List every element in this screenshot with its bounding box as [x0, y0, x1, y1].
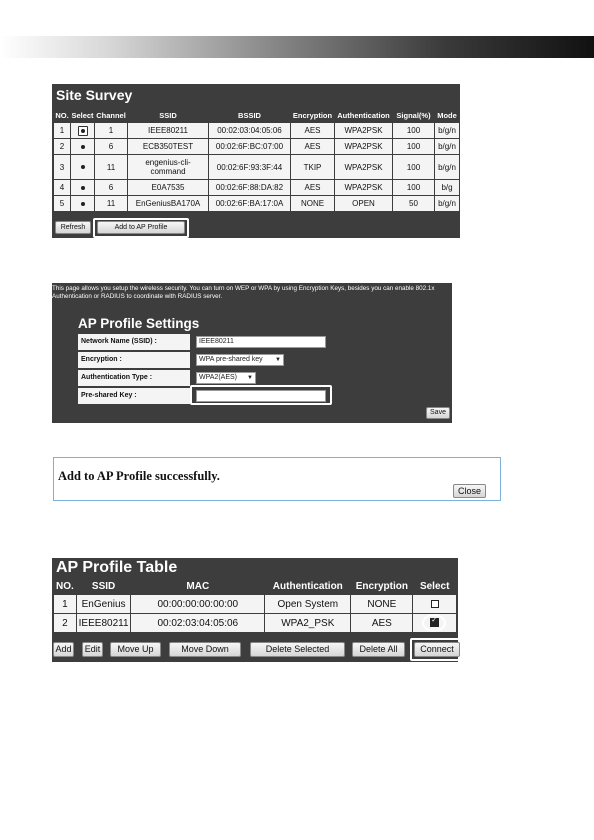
radio-button[interactable] [81, 186, 85, 190]
row-no: 2 [54, 139, 71, 155]
encryption-row [78, 352, 380, 368]
settings-description: This page allows you setup the wireless security. You can turn on WEP or WPA by using Encryption Keys, besides you can enable 802.1x Authentication or RADIUS to coordinate with RADIUS server. [52, 285, 435, 300]
network-name-input[interactable]: IEEE80211 [196, 336, 326, 348]
col-header-no: NO. [54, 579, 77, 595]
col-header-authentication: Authentication [335, 109, 393, 123]
row-channel: 1 [95, 123, 128, 139]
row-bssid: 00:02:6F:BC:07:00 [209, 139, 291, 155]
row-ssid: EnGenius [76, 595, 130, 614]
row-channel: 11 [95, 155, 128, 180]
row-bssid: 00:02:6F:93:3F:44 [209, 155, 291, 180]
table-row [54, 196, 460, 212]
row-ssid: ECB350TEST [128, 139, 209, 155]
row-ssid: E0A7535 [128, 180, 209, 196]
col-header-mac: MAC [131, 579, 265, 595]
ap-profile-header-row [54, 579, 457, 595]
success-dialog [53, 457, 501, 501]
col-header-no: NO. [54, 109, 71, 123]
site-survey-header-row [54, 109, 460, 123]
checkbox-highlight-ring [422, 614, 446, 632]
row-mode: b/g [435, 180, 460, 196]
select-checkbox-cell[interactable] [413, 595, 457, 614]
table-row [54, 123, 460, 139]
radio-button[interactable] [81, 202, 85, 206]
table-row [54, 139, 460, 155]
close-button[interactable]: Close [453, 484, 486, 498]
row-no: 5 [54, 196, 71, 212]
save-button[interactable]: Save [426, 407, 450, 419]
row-no: 3 [54, 155, 71, 180]
row-authentication: WPA2PSK [335, 123, 393, 139]
site-survey-title: Site Survey [56, 87, 133, 103]
row-bssid: 00:02:6F:BA:17:0A [209, 196, 291, 212]
row-signal: 100 [393, 139, 435, 155]
auth-type-select[interactable] [196, 372, 256, 384]
col-header-select: Select [71, 109, 95, 123]
row-authentication: Open System [265, 595, 351, 614]
auth-type-select-value: WPA2(AES) [199, 374, 237, 381]
row-no: 4 [54, 180, 71, 196]
col-header-ssid: SSID [128, 109, 209, 123]
ap-profile-table-panel [52, 558, 458, 662]
col-header-encryption: Encryption [291, 109, 335, 123]
psk-label: Pre-shared Key : [78, 388, 190, 404]
col-header-ssid: SSID [76, 579, 130, 595]
col-header-select: Select [413, 579, 457, 595]
select-radio-cell[interactable] [71, 155, 95, 180]
row-channel: 6 [95, 139, 128, 155]
table-row [54, 180, 460, 196]
row-authentication: WPA2_PSK [265, 614, 351, 633]
add-button[interactable]: Add [53, 642, 74, 657]
delete-selected-button[interactable]: Delete Selected [250, 642, 345, 657]
col-header-mode: Mode [435, 109, 460, 123]
row-signal: 100 [393, 123, 435, 139]
row-no: 1 [54, 123, 71, 139]
col-header-authentication: Authentication [265, 579, 351, 595]
table-row [54, 614, 457, 633]
row-bssid: 00:02:03:04:05:06 [209, 123, 291, 139]
select-radio-cell[interactable] [71, 180, 95, 196]
network-name-label: Network Name (SSID) : [78, 334, 190, 350]
row-mode: b/g/n [435, 123, 460, 139]
encryption-select-value: WPA pre-shared key [199, 356, 263, 363]
col-header-bssid: BSSID [209, 109, 291, 123]
row-mac: 00:00:00:00:00:00 [131, 595, 265, 614]
col-header-encryption: Encryption [351, 579, 413, 595]
row-ssid: EnGeniusBA170A [128, 196, 209, 212]
success-message: Add to AP Profile successfully. [58, 469, 220, 483]
row-authentication: WPA2PSK [335, 155, 393, 180]
move-down-button[interactable]: Move Down [169, 642, 241, 657]
auth-type-row [78, 370, 380, 386]
row-authentication: WPA2PSK [335, 139, 393, 155]
row-mode: b/g/n [435, 155, 460, 180]
settings-title: AP Profile Settings [78, 316, 200, 331]
row-authentication: OPEN [335, 196, 393, 212]
refresh-button[interactable]: Refresh [55, 221, 91, 234]
row-channel: 11 [95, 196, 128, 212]
connect-button[interactable]: Connect [414, 642, 460, 657]
row-ssid: IEEE80211 [76, 614, 130, 633]
chevron-down-icon: ▼ [275, 357, 281, 363]
radio-button[interactable] [81, 165, 85, 169]
row-signal: 50 [393, 196, 435, 212]
row-mac: 00:02:03:04:05:06 [131, 614, 265, 633]
site-survey-table [53, 108, 460, 212]
col-header-channel: Channel [95, 109, 128, 123]
row-bssid: 00:02:6F:88:DA:82 [209, 180, 291, 196]
ap-profile-settings-panel [52, 283, 452, 423]
delete-all-button[interactable]: Delete All [352, 642, 405, 657]
psk-row [78, 388, 380, 404]
ap-profile-table-title: AP Profile Table [56, 559, 178, 576]
row-authentication: WPA2PSK [335, 180, 393, 196]
row-encryption: AES [291, 123, 335, 139]
select-radio-cell[interactable] [71, 196, 95, 212]
table-row [54, 595, 457, 614]
network-name-row [78, 334, 380, 350]
header-gradient-bar [0, 36, 594, 58]
row-encryption: NONE [291, 196, 335, 212]
row-ssid: engenius-cli-command [128, 155, 209, 180]
encryption-select[interactable] [196, 354, 284, 366]
row-channel: 6 [95, 180, 128, 196]
site-survey-panel [52, 84, 460, 238]
row-encryption: AES [291, 180, 335, 196]
row-encryption: AES [291, 139, 335, 155]
add-to-ap-profile-button[interactable]: Add to AP Profile [97, 221, 185, 234]
select-radio-cell[interactable] [71, 139, 95, 155]
row-mode: b/g/n [435, 196, 460, 212]
row-mode: b/g/n [435, 139, 460, 155]
radio-selected[interactable] [78, 126, 88, 136]
edit-button[interactable]: Edit [82, 642, 103, 657]
auth-type-label: Authentication Type : [78, 370, 190, 386]
row-signal: 100 [393, 155, 435, 180]
ap-profile-table [53, 578, 457, 633]
row-ssid: IEEE80211 [128, 123, 209, 139]
row-no: 1 [54, 595, 77, 614]
row-encryption: AES [351, 614, 413, 633]
row-encryption: TKIP [291, 155, 335, 180]
select-radio-cell[interactable] [71, 123, 95, 139]
table-row [54, 155, 460, 180]
select-checkbox[interactable] [431, 600, 439, 608]
encryption-label: Encryption : [78, 352, 190, 368]
col-header-signal: Signal(%) [393, 109, 435, 123]
psk-input[interactable] [196, 390, 326, 402]
row-no: 2 [54, 614, 77, 633]
radio-button[interactable] [81, 145, 85, 149]
move-up-button[interactable]: Move Up [110, 642, 161, 657]
chevron-down-icon: ▼ [247, 375, 253, 381]
row-signal: 100 [393, 180, 435, 196]
row-encryption: NONE [351, 595, 413, 614]
